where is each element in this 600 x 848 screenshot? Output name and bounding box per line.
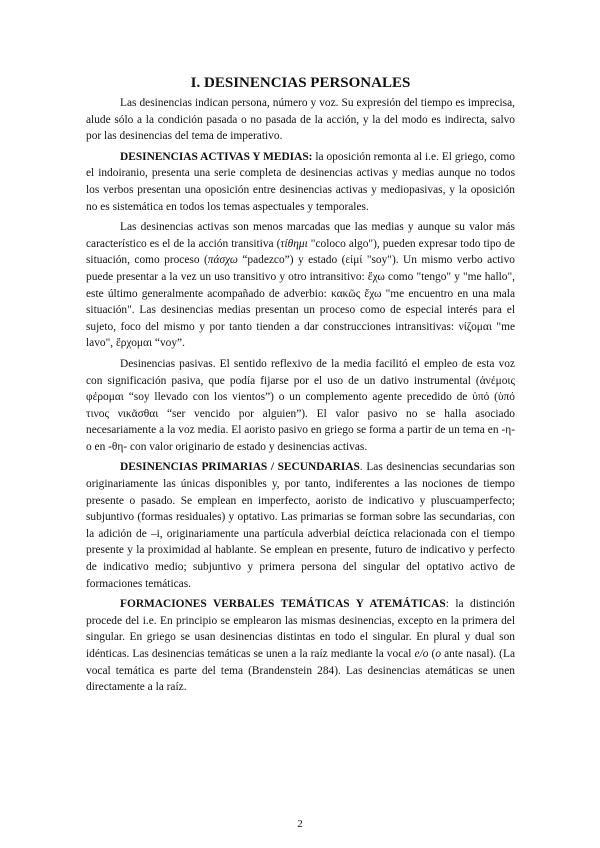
text-segment: Las desinencias activas son menos marcadas que las medias y aunque su valor más característico es el de la acción transitiva ( [86, 221, 515, 250]
vowel-notation: e/o [414, 648, 429, 660]
text-segment: "coloco algo"), pueden expresar todo tipo de situación, como proceso ( [86, 237, 515, 267]
paragraph-text: . Las desinencias secundarias son originariamente las únicas disponibles y, por tanto, indiferentes a las nociones de tiempo presente o pasado. Se emplean en imperfecto, aoristo de indicativo y pluscuamperfecto; subjuntivo (formas residuales) y optativo. Las primarias se forman sobre las secundarias, con la adición de –i, originariamente una partícula adverbial deíctica relacionada con el tiempo presente y la proximidad al hablante. Se emplean en presente, futuro de indicativo y perfecto de indicativo medio; subjuntivo y primera persona del singular del optativo activo de formaciones temáticas. [86, 461, 515, 590]
paragraph-passive: Desinencias pasivas. El sentido reflexivo de la media facilitó el empleo de esta voz con significación pasiva, que podía fijarse por el uso de un dativo instrumental (ἀνέμοις φέρομαι “soy llevado con los vientos”) o un complemento agente precedido de ὑπό (ὑπό τινος νικᾶσθαι “ser vencido por alguien”). El valor pasivo no se halla asociado necesariamente a la voz media. El aoristo pasivo en griego se forma a partir de un tema en -η- o en -θη- con valor originario de estado y desinencias activas. [86, 357, 515, 453]
paragraph-active-middle [86, 149, 515, 215]
greek-word: πάσχω [207, 254, 238, 267]
paragraph-primary-secondary [86, 459, 515, 592]
section-heading-thematic: FORMACIONES VERBALES TEMÁTICAS Y ATEMÁTICAS [120, 598, 446, 611]
greek-word: τίθημι [280, 237, 308, 250]
page-number: 2 [297, 818, 303, 830]
text-segment: ante nasal). (La vocal temática es parte del tema (Brandenstein 284). Las desinencias atemáticas se unen directamente a la raíz. [86, 648, 515, 694]
text-segment: “padezco”) y estado (εἰμί "soy"). Un mismo verbo activo puede presentar a la vez un uso transitivo y otro intransitivo: ἔχω como "tengo" y "me hallo", este último generalmente acompañado de adverbio: κακῶς ἔχω "me encuentro en una mala situación". Las desinencias medias presentan un proceso como de especial interés para el sujeto, foco del mismo y por tanto tienden a dar construcciones intransitivas: νίζομαι "me lavo", ἔρχομαι “voy”. [86, 254, 515, 350]
section-heading-primary-secondary: DESINENCIAS PRIMARIAS / SECUNDARIAS [120, 461, 360, 474]
page-title: I. DESINENCIAS PERSONALES [190, 75, 411, 91]
vowel-notation: o [435, 648, 442, 660]
document-page [86, 74, 515, 700]
paragraph-text: la oposición remonta al i.e. El griego, como el indoiranio, presenta una serie completa de desinencias activas y medias aunque no todos los verbos presentan una oposición entre desinencias activas y mediopasivas, y la oposición no es sistemática en todos los temas aspectuales y temporales. [86, 150, 515, 213]
section-heading-active-middle: DESINENCIAS ACTIVAS Y MEDIAS: [120, 150, 313, 163]
text-segment: : la distinción procede del i.e. En principio se emplearon las mismas desinencias, excepto en la primera del singular. En griego se usan desinencias distintas en todo el singular. En plural y dual son idénticas. Las desinencias temáticas se unen a la raíz mediante la vocal [86, 598, 515, 660]
paragraph-active-endings [86, 219, 515, 352]
paragraph-thematic [86, 596, 515, 696]
paragraph-intro: Las desinencias indican persona, número y voz. Su expresión del tiempo es imprecisa, alude sólo a la condición pasada o no pasada de la acción, y la del modo es indirecta, salvo por las desinencias del tema de imperativo. [86, 97, 515, 143]
text-segment: ( [428, 648, 436, 660]
